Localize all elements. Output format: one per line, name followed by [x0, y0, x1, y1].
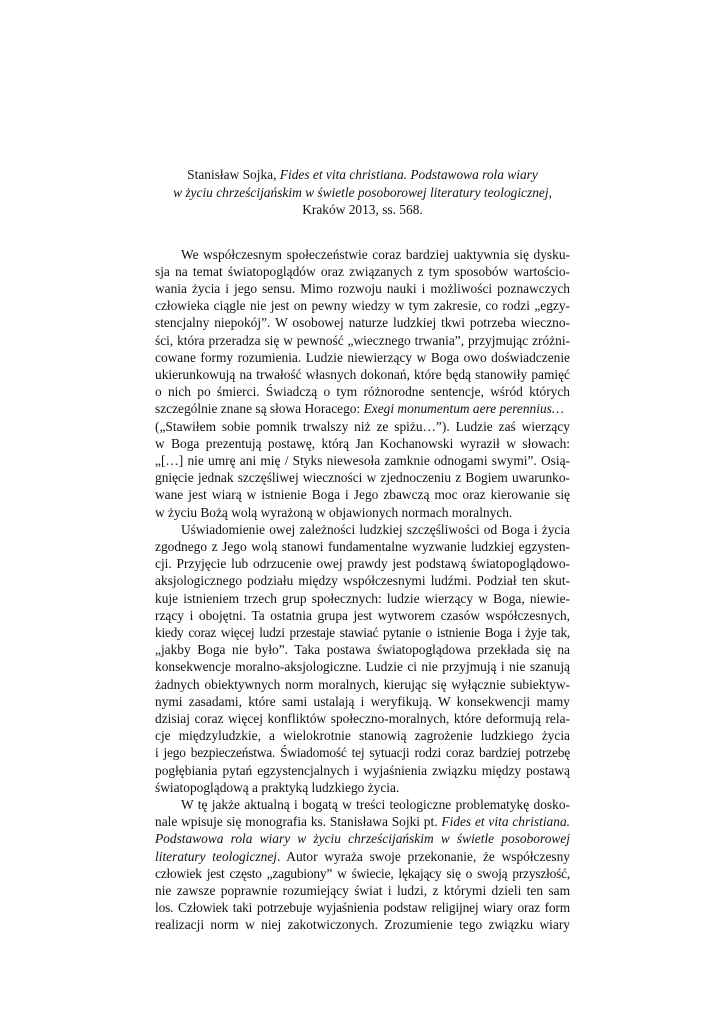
text-fragment: . Autor wyraża swoje przekonanie, że współczesny — [276, 848, 570, 864]
text-line: „jakby Boga nie było”. Taka postawa światopoglądowa przekłada się na — [155, 642, 570, 658]
text-line: wania życia i jego sensu. Mimo rozwoju nauki i możliwości poznawczych — [155, 280, 570, 296]
text-line: i jego bezpieczeństwa. Świadomość tej sytuacji rodzi coraz bardziej potrzebę — [155, 745, 570, 761]
document-page — [155, 166, 570, 934]
paragraph-1 — [155, 246, 570, 521]
text-line: gnięcie jednak szczęśliwej wieczności w zjednoczeniu z Bogiem uwarunko- — [155, 470, 570, 486]
text-line: aksjologicznego podziału między współczesnymi ludźmi. Podział ten skut- — [155, 573, 570, 589]
text-line: We współczesnym społeczeństwie coraz bardziej uaktywnia się dysku- — [181, 246, 570, 262]
header-line-2 — [155, 184, 570, 202]
header-line-1 — [155, 166, 570, 184]
text-line: Uświadomienie owej zależności ludzkiej szczęśliwości od Boga i życia — [181, 521, 570, 537]
text-line — [155, 813, 570, 830]
text-line: stencjalny niepokój”. W osobowej naturze ludzkiej tkwi potrzeba wieczno- — [155, 315, 570, 331]
text-line: los. Człowiek taki potrzebuje wyjaśnienia podstaw religijnej wiary oraz form — [155, 900, 570, 916]
text-line: Podstawowa rola wiary w życiu chrześcijańskim w świetle posoborowej — [155, 831, 570, 847]
text-line: zgodnego z Jego wolą stanowi fundamentalne wyzwanie ludzkiej egzysten- — [155, 538, 570, 554]
header-comma: , — [548, 184, 552, 200]
review-body — [155, 246, 570, 934]
text-line — [155, 400, 570, 417]
text-line: nie zawsze poprawnie rozumiejący świat i ludzi, z którymi dzieli ten sam — [155, 883, 570, 899]
text-line: W tę jakże aktualną i bogatą w treści teologiczne problematykę dosko- — [181, 797, 570, 812]
text-line: w Boga prezentują postawę, którą Jan Kochanowski wyraził w słowach: — [155, 435, 570, 451]
text-line: realizacji norm w niej zakotwiczonych. Zrozumienie tego związku wiary — [155, 917, 570, 933]
text-line: o nich po śmierci. Świadczą o tym różnorodne sentencje, wśród których — [155, 384, 570, 400]
header-author-title: Stanisław Sojka, — [187, 167, 280, 182]
text-line: człowieka ciągle nie jest on pewny wiedzy w tym zakresie, co rodzi „egzy- — [155, 298, 570, 314]
horace-quote: Exegi monumentum aere perennius… — [363, 401, 564, 417]
text-line: wane jest wiarą w istnienie Boga i Jego zbawczą moc oraz kierowanie się — [155, 487, 570, 503]
text-line: w życiu Bożą wolą wyrażoną w objawionych normach moralnych. — [155, 504, 513, 520]
text-line: („Stawiłem sobie pomnik trwalszy niż ze spiżu…”). Ludzie zaś wierzący — [155, 418, 570, 434]
text-line: konsekwencje moralno-aksjologiczne. Ludzie ci nie przyjmują i nie szanują — [155, 659, 570, 675]
book-title-italic: Fides et vita christiana. — [441, 814, 570, 830]
text-line: człowiek jest często „zagubiony” w świecie, lękający się o swoją przyszłość, — [155, 865, 570, 881]
text-line: światopoglądową a praktyką ludzkiego życia. — [155, 779, 400, 795]
header-line-3: Kraków 2013, ss. 568. — [302, 202, 423, 217]
text-line: rzący i obojętni. Ta ostatnia grupa jest wytworem czasów współczesnych, — [155, 607, 570, 623]
paragraph-3 — [155, 796, 570, 934]
text-line: kuje istnieniem trzech grup społecznych: ludzie wierzący w Boga, niewie- — [155, 590, 570, 606]
text-line: ści, która przeradza się w pewność „wiecznego trwania”, przyjmując zróżni- — [155, 332, 570, 348]
text-line — [155, 848, 570, 865]
text-line: cje międzyludzkie, a wielokrotnie stanowią zagrożenie ludzkiego życia — [155, 728, 570, 744]
text-line: „[…] nie umrę ani mię / Styks niewesoła zamknie odnogami swymi”. Osią- — [155, 452, 570, 468]
text-fragment: nale wpisuje się monografia ks. Stanisława Sojki pt. — [155, 814, 442, 830]
text-fragment: szczególnie znane są słowa Horacego: — [155, 401, 364, 417]
text-line: dzisiaj coraz więcej konfliktów społeczno-moralnych, które deformują rela- — [155, 710, 570, 726]
text-line: cji. Przyjęcie lub odrzucenie owej prawdy jest podstawą światopoglądowo- — [155, 556, 570, 572]
text-line: żadnych obiektywnych norm moralnych, kierując się wyłącznie subiektyw- — [155, 676, 570, 692]
text-line: cowane formy rozumienia. Ludzie niewierzący w Boga owo doświadczenie — [155, 349, 570, 365]
paragraph-2 — [155, 521, 570, 796]
text-line: nymi zasadami, które sami ustalają i weryfikują. W konsekwencji mamy — [155, 693, 570, 709]
header-book-title-part1: Fides et vita christiana. Podstawowa rola wiary — [279, 167, 538, 182]
text-line: pogłębiania pytań egzystencjalnych i wyjaśnienia związku między postawą — [155, 762, 570, 778]
text-line: sja na temat światopoglądów oraz związanych z tym sposobów wartościo- — [155, 263, 570, 279]
text-line: ukierunkowują na trwałość własnych dokonań, które będą stanowiły pamięć — [155, 366, 570, 382]
book-title-italic-end: literatury teologicznej — [155, 848, 277, 864]
review-header — [155, 166, 570, 219]
text-line: kiedy coraz więcej ludzi przestaje stawiać pytanie o istnienie Boga i żyje tak, — [155, 624, 570, 640]
header-book-title-part2: w życiu chrześcijańskim w świetle posoborowej literatury teologicznej — [173, 184, 549, 200]
